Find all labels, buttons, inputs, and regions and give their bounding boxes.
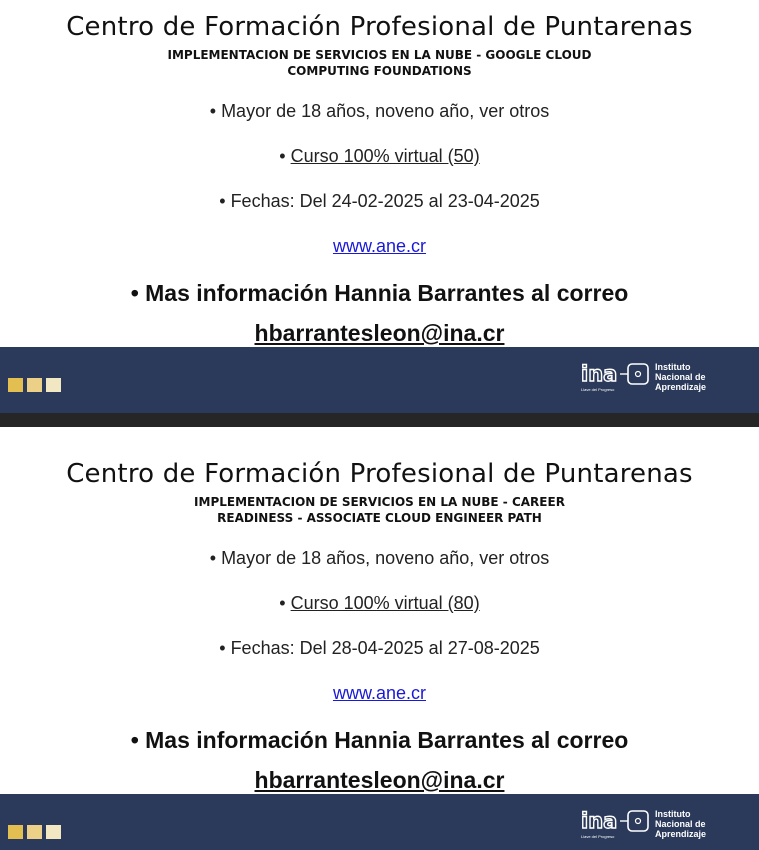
bullet: • (279, 146, 286, 166)
contact-info-text: Mas información Hannia Barrantes al correo (145, 727, 629, 753)
requirements-line (0, 101, 759, 122)
ina-mark-icon (580, 808, 650, 834)
dates-text: Fechas: Del 24-02-2025 al 23-04-2025 (230, 191, 540, 211)
modality-line (0, 146, 759, 167)
slide-title: Centro de Formación Profesional de Puntarenas (66, 12, 693, 42)
svg-text:ina: ina (581, 362, 618, 386)
dates-text: Fechas: Del 28-04-2025 al 27-08-2025 (230, 638, 540, 658)
square-icon (27, 378, 42, 392)
modality-text: Curso 100% virtual (50) (290, 146, 480, 166)
course-name (0, 494, 759, 526)
logo-tagline: Llave del Progreso (581, 387, 615, 392)
modality-line (0, 593, 759, 614)
bullet: • (130, 280, 139, 306)
bullet: • (279, 593, 286, 613)
square-icon (8, 825, 23, 839)
course-name-line-1: IMPLEMENTACION DE SERVICIOS EN LA NUBE - CAREER (194, 495, 565, 509)
logo-line-3: Aprendizaje (655, 382, 707, 392)
logo-line-1: Instituto (655, 362, 691, 372)
logo-line-1: Instituto (655, 809, 691, 819)
ina-mark-icon (580, 361, 650, 387)
logo-line-2: Nacional de (655, 819, 706, 829)
bullet: • (209, 548, 217, 568)
requirements-text: Mayor de 18 años, noveno año, ver otros (221, 548, 550, 568)
website-link[interactable]: www.ane.cr (332, 683, 427, 703)
contact-info-line (0, 727, 759, 754)
slide-title: Centro de Formación Profesional de Puntarenas (66, 459, 693, 489)
bullet: • (219, 191, 226, 211)
square-icon (46, 825, 61, 839)
logo-tagline: Llave del Progreso (581, 834, 615, 839)
course-slide-2 (0, 427, 759, 850)
contact-email-link[interactable]: hbarrantesleon@ina.cr (254, 767, 505, 793)
logo-line-2: Nacional de (655, 372, 706, 382)
bullet: • (209, 101, 217, 121)
dates-line (0, 191, 759, 212)
course-slide-1 (0, 0, 759, 413)
course-name-line-1: IMPLEMENTACION DE SERVICIOS EN LA NUBE - GOOGLE CLOUD (167, 48, 592, 62)
ina-logo-icon (580, 808, 650, 840)
course-name (0, 47, 759, 79)
decorative-squares (8, 825, 61, 839)
logo-institution-name (655, 362, 706, 392)
slide-footer (0, 794, 759, 850)
square-icon (46, 378, 61, 392)
svg-text:ina: ina (581, 809, 618, 833)
bullet: • (130, 727, 139, 753)
logo-institution-name (655, 809, 706, 839)
requirements-text: Mayor de 18 años, noveno año, ver otros (221, 101, 550, 121)
ina-logo (580, 361, 706, 393)
modality-text: Curso 100% virtual (80) (290, 593, 480, 613)
square-icon (8, 378, 23, 392)
slide-footer (0, 347, 759, 413)
course-name-line-2: COMPUTING FOUNDATIONS (287, 64, 472, 78)
slide-separator (0, 413, 759, 427)
square-icon (27, 825, 42, 839)
bullet: • (219, 638, 226, 658)
decorative-squares (8, 378, 61, 392)
website-link[interactable]: www.ane.cr (332, 236, 427, 256)
logo-line-3: Aprendizaje (655, 829, 707, 839)
contact-email-link[interactable]: hbarrantesleon@ina.cr (254, 320, 505, 346)
dates-line (0, 638, 759, 659)
contact-info-line (0, 280, 759, 307)
requirements-line (0, 548, 759, 569)
contact-info-text: Mas información Hannia Barrantes al correo (145, 280, 629, 306)
ina-logo-icon (580, 361, 650, 393)
course-name-line-2: READINESS - ASSOCIATE CLOUD ENGINEER PATH (217, 511, 542, 525)
ina-logo (580, 808, 706, 840)
